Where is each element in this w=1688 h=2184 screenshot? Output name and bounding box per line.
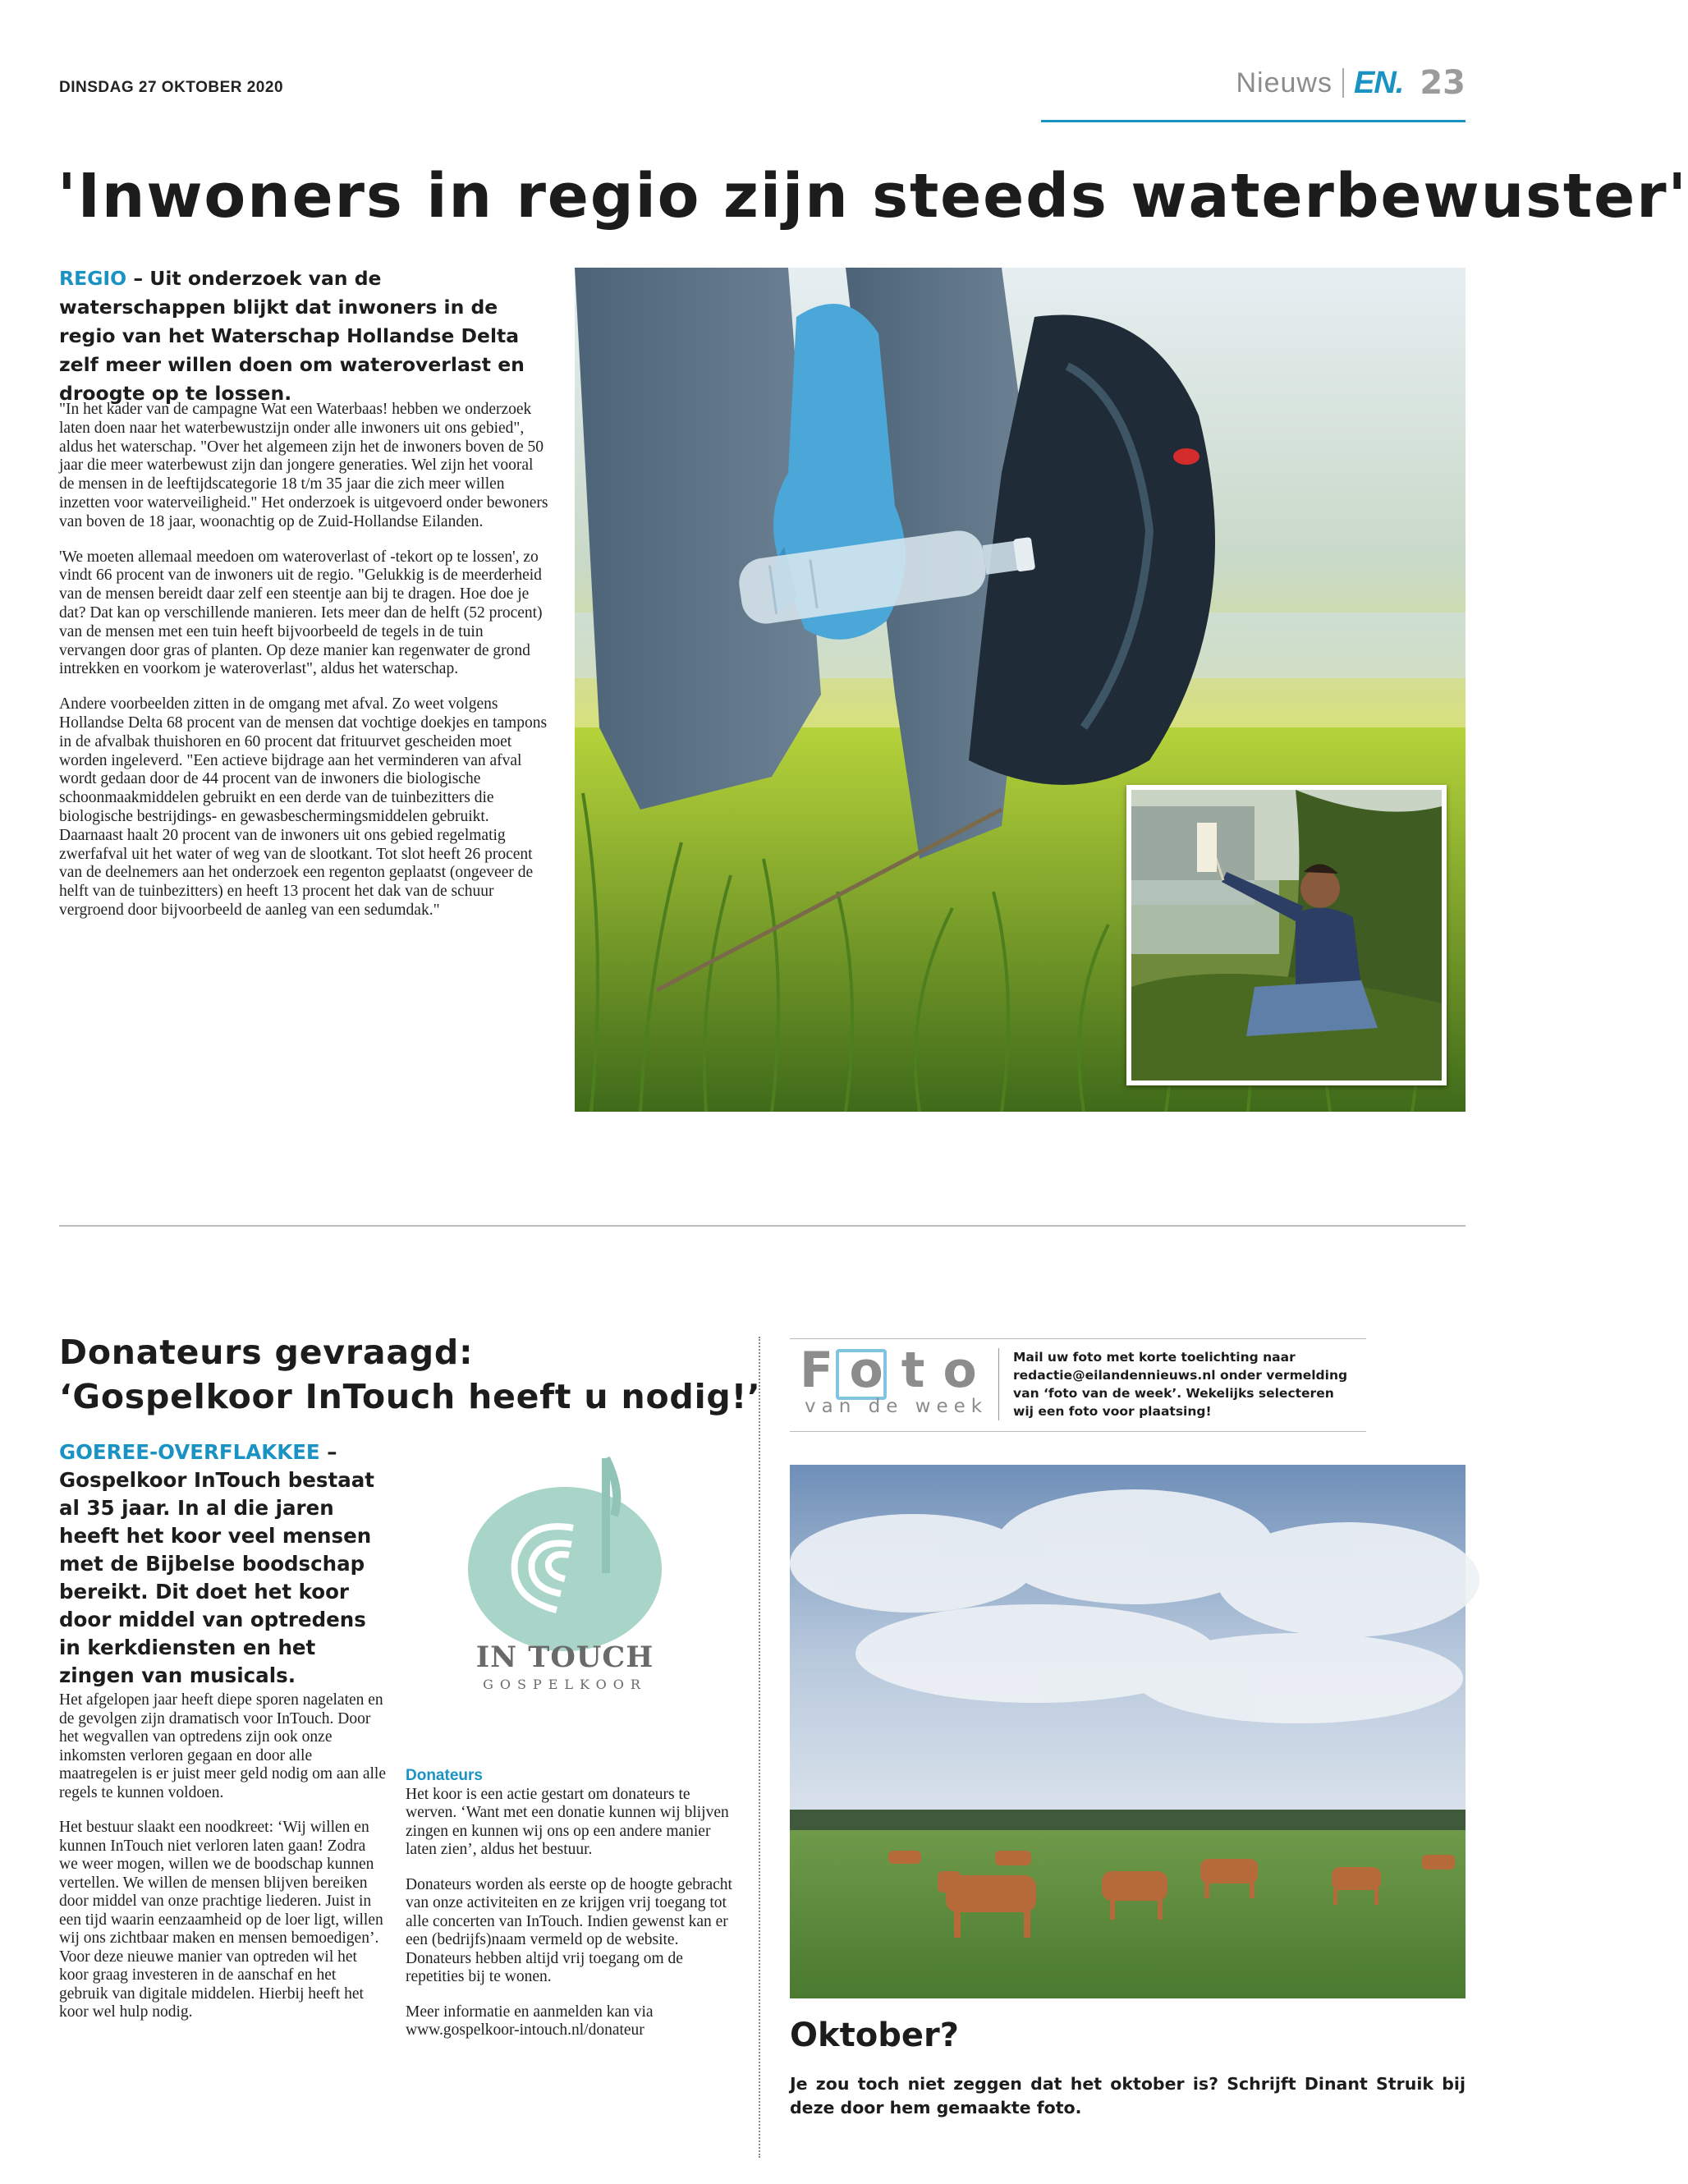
- header-rule: [1041, 120, 1466, 122]
- title-line-2: ‘Gospelkoor InTouch heeft u nodig!’: [59, 1377, 761, 1416]
- foto-caption: Je zou toch niet zeggen dat het oktober is? Schrijft Dinant Struik bij deze door hem gemaakte foto.: [790, 2074, 1466, 2117]
- article-title: 'Inwoners in regio zijn steeds waterbewuster': [57, 161, 1688, 232]
- donateurs-lead: [59, 1438, 388, 1690]
- donateurs-paragraph: Het bestuur slaakt een noodkreet: ‘Wij willen en kunnen InTouch niet verloren laten gaan! Zodra we weer mogen, willen we de boodschap kunnen vertellen. We willen de mensen blijven bereiken door middel van onze prachtige liederen. Juist in een tijd waarin eenzaamheid op de loer ligt, willen wij ons zichtbaar maken en mensen bemoedigen’. Voor deze nieuwe manier van optreden wil het koor graag investeren in de aanschaf en het gebruik van digitale middelen. Hierbij heeft het koor wel hulp nodig.: [59, 1819, 383, 2021]
- donateurs-paragraph: Meer informatie en aanmelden kan via www.gospelkoor-intouch.nl/donateur: [406, 2003, 654, 2039]
- article-paragraph: Andere voorbeelden zitten in de omgang met afval. Zo weet volgens Hollandse Delta 68 procent van de mensen dat vochtige doekjes en tampons in de afvalbak thuishoren en 60 procent dat frituurvet gescheiden moet worden ingeleverd. "Een actieve bijdrage aan het verminderen van afval wordt gedaan door de 44 procent van de inwoners die biologische schoonmaakmiddelen gebruikt en een derde van de tuinbezitters die biologische bestrijdings- en gewasbeschermingsmiddelen gebruikt. Daarnaast haalt 20 procent van de inwoners uit ons gebied regelmatig zwerfafval uit het water of weg van de slootkant. Tot slot heeft 26 procent van de deelnemers aan het onderzoek een regenton geplaatst (ongeveer de helft van de tuinbezitters) en heeft 13 procent het dak van de schuur vergroend door bijvoorbeeld de aanleg van een sedumdak.": [59, 695, 548, 919]
- foto-van-de-week-separator: [998, 1348, 999, 1420]
- intouch-logo-name: IN TOUCH: [475, 1640, 654, 1674]
- issue-date: DINSDAG 27 OKTOBER 2020: [59, 79, 284, 96]
- foto-title: Oktober?: [790, 2017, 959, 2054]
- donateurs-paragraph: Het koor is een actie gestart om donateurs te werven. ‘Want met een donatie kunnen wij blijven zingen en kunnen wij ons op een andere manier laten zien’, aldus het bestuur.: [406, 1785, 729, 1858]
- donateurs-article-title: [59, 1330, 760, 1419]
- donateurs-lead-text: – Gospelkoor InTouch bestaat al 35 jaar. In al die jaren heeft het koor veel mensen met de Bijbelse boodschap bereikt. Dit doet het koor door middel van optredens in kerkdiensten en het zingen van musicals.: [59, 1440, 374, 1687]
- foto-van-de-week-title: Foto: [800, 1342, 995, 1399]
- foto-van-de-week-instructions: Mail uw foto met korte toelichting naar redactie@eilandennieuws.nl onder vermelding van ‘foto van de week’. Wekelijks selecteren wij een foto voor plaatsing!: [1013, 1350, 1348, 1419]
- intouch-gospelkoor-logo: [450, 1450, 680, 1721]
- article-lead-text: – Uit onderzoek van de waterschappen blijkt dat inwoners in de regio van het Waterschap Hollandse Delta zelf meer willen doen om wateroverlast en droogte op te lossen.: [59, 267, 525, 405]
- boy-picking-litter-illustration: [1131, 790, 1442, 1081]
- camera-frame-icon: [836, 1349, 887, 1400]
- donateurs-body-col2: [406, 1767, 742, 2057]
- title-line-1: Donateurs gevraagd:: [59, 1333, 474, 1372]
- donateurs-paragraph: Het afgelopen jaar heeft diepe sporen nagelaten en de gevolgen zijn dramatisch voor InTouch. Door het wegvallen van optredens zijn ook onze inkomsten verloren gegaan en door alle maatregelen is er juist meer geld nodig om aan alle regels te kunnen voldoen.: [59, 1691, 386, 1801]
- inset-photo-boy-picking-litter: [1126, 785, 1447, 1085]
- donateurs-kicker: GOEREE-OVERFLAKKEE: [59, 1440, 320, 1464]
- article-lead: [59, 264, 552, 408]
- newspaper-logo: EN.: [1353, 65, 1404, 100]
- donateurs-paragraph: Donateurs worden als eerste op de hoogte gebracht van onze activiteiten en ze krijgen vrij toegang tot alle concerten van InTouch. Indien gewenst kan er een (bedrijfs)naam vermeld op de website. Donateurs hebben altijd vrij toegang om de repetities bij te wonen.: [406, 1875, 732, 1985]
- cows-meadow-illustration: [790, 1465, 1466, 1998]
- intouch-logo-sub: GOSPELKOOR: [483, 1677, 647, 1692]
- donateurs-body-col1: [59, 1691, 388, 2039]
- foto-van-de-week-subtitle: van de week: [805, 1396, 988, 1417]
- masthead-separator: [1342, 68, 1344, 98]
- article-kicker: REGIO: [59, 267, 127, 290]
- article-body: [59, 401, 550, 937]
- cows-in-meadow-photo: [790, 1465, 1466, 1998]
- masthead: [1236, 64, 1466, 102]
- donateurs-subhead: Donateurs: [406, 1767, 483, 1784]
- article-paragraph: "In het kader van de campagne Wat een Waterbaas! hebben we onderzoek laten doen naar het waterbewustzijn onder alle inwoners uit ons gebied", aldus het waterschap. "Over het algemeen zijn het de inwoners boven de 50 jaar die meer waterbewust zijn dan jongere generaties. Wel zijn het vooral de mensen in de leeftijdscategorie 18 t/m 35 jaar die zich meer willen inzetten voor waterveiligheid." Het onderzoek is uitgevoerd onder bewoners van boven de 18 jaar, woonachtig op de Zuid-Hollandse Eilanden.: [59, 401, 548, 530]
- section-divider: [59, 1225, 1466, 1227]
- page-number: 23: [1420, 64, 1466, 102]
- column-divider: [759, 1337, 760, 2158]
- article-paragraph: 'We moeten allemaal meedoen om wateroverlast of -tekort op te lossen', zo vindt 66 procent van de inwoners uit de regio. "Gelukkig is de meerderheid van de mensen bereidt daar zelf een steentje aan bij te dragen. Hoe doe je dat? Dat kan op verschillende manieren. Iets meer dan de helft (52 procent) van de mensen met een tuin heeft bijvoorbeeld de tegels in de tuin vervangen door gras of planten. Op deze manier kan regenwater de grond intrekken en voorkom je wateroverlast", aldus het waterschap.: [59, 548, 543, 678]
- section-name: Nieuws: [1236, 67, 1333, 99]
